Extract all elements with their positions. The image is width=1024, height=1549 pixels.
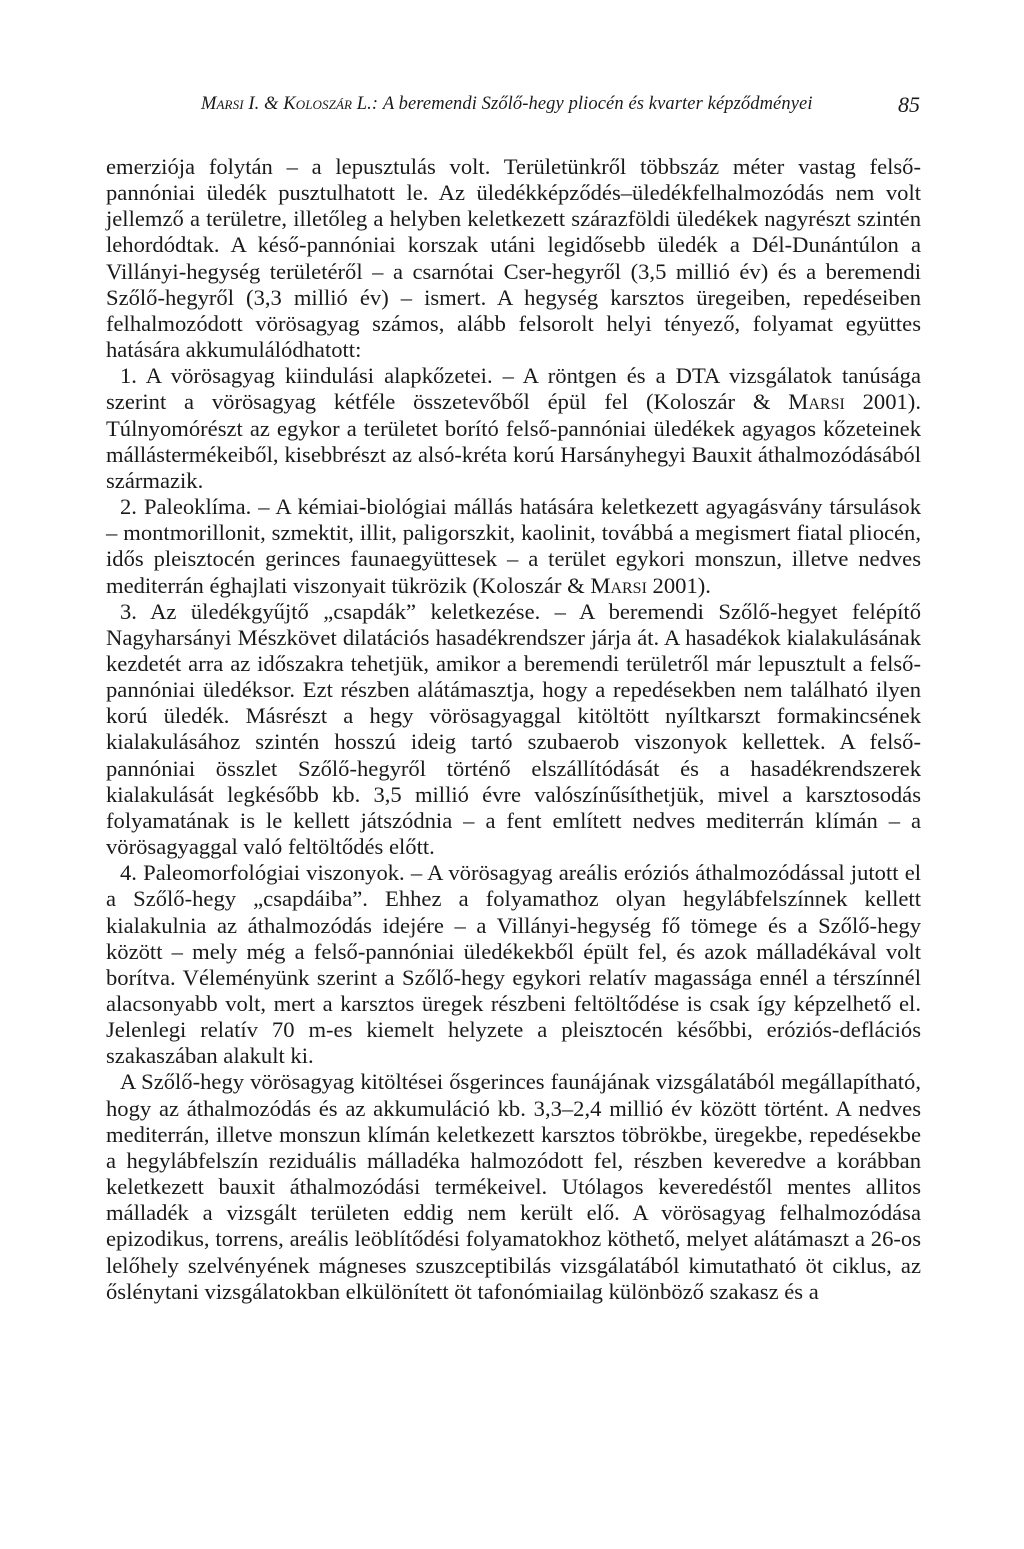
running-head [201, 94, 813, 115]
page-header [201, 94, 920, 128]
paragraph-summary: A Szőlő-hegy vörösagyag kitöltései ősgerinces faunájának vizsgálatából megállapítható, hogy az áthalmozódás és az akkumuláció kb. 3,3–2,4 millió év között történt. A nedves mediterrán, illetve monszun klímán keletkezett karsztos töbrökbe, üregekbe, repedésekbe a hegylábfelszín reziduális málladéka halmozódott fel, részben keveredve a korábban keletkezett bauxit áthalmozódási termékeivel. Utólagos keveredéstől mentes allitos málladék a vizsgált területen eddig nem került elő. A vörösagyag felhalmozódása epizodikus, torrens, areális leöblítődési folyamatokhoz köthető, melyet alátámaszt a 26-os lelőhely szelvényének mágneses szuszceptibilás vizsgálatából kimutatható öt ciklus, az őslénytani vizsgálatokban elkülönített öt tafonómiailag különböző szakasz és a [106, 1069, 921, 1304]
paragraph-continuation: emerziója folytán – a lepusztulás volt. Területünkről többszáz méter vastag felső-pannóniai üledék pusztulhatott le. Az üledékképződés–üledékfelhalmozódás nem volt jellemző a területre, illetőleg a helyben keletkezett szárazföldi üledékek nagyrészt szintén lehordódtak. A késő-pannóniai korszak utáni legidősebb üledék a Dél-Dunántúlon a Villányi-hegység területéről – a csarnótai Cser-hegyről (3,5 millió év) és a beremendi Szőlő-hegyről (3,3 millió év) – ismert. A hegység karsztos üregeiben, repedéseiben felhalmozódott vörösagyag számos, alább felsorolt helyi tényező, folyamat együttes hatására akkumulálódhatott: [106, 154, 921, 363]
running-head-title: A beremendi Szőlő-hegy pliocén és kvarter képződményei [382, 94, 813, 114]
author-name: Marsi [788, 389, 845, 415]
paragraph-point-4: 4. Paleomorfológiai viszonyok. – A vörösagyag areális eróziós áthalmozódással jutott el a Szőlő-hegy „csapdáiba”. Ehhez a folyamathoz olyan hegylábfelszínnek kellett kialakulnia az áthalmozódás idejére – a Villányi-hegység fő tömege és a Szőlő-hegy között – mely még a felső-pannóniai üledékekből épült fel, és azok málladékával volt borítva. Véleményünk szerint a Szőlő-hegy egykori relatív magassága ennél a térszínnél alacsonyabb volt, mert a karsztos üregek részbeni feltöltődése is csak így képzelhető el. Jelenlegi relatív 70 m-es kiemelt helyzete a pleisztocén későbbi, eróziós-deflációs szakaszában alakult ki. [106, 860, 921, 1069]
paragraph-point-3: 3. Az üledékgyűjtő „csapdák” keletkezése. – A beremendi Szőlő-hegyet felépítő Nagyharsányi Mészkövet dilatációs hasadékrendszer járja át. A hasadékok kialakulásának kezdetét arra az időszakra tehetjük, amikor a beremendi területről már lepusztult a felső-pannóniai üledéksor. Ezt részben alátámasztja, hogy a repedésekben nem található ilyen korú üledék. Másrészt a hegy vörösagyaggal kitöltött nyíltkarszt formakincsének kialakulásához szintén hosszú ideig tartó szubaerob viszonyok kellettek. A felső-pannóniai összlet Szőlő-hegyről történő elszállítódását és a hasadékrendszerek kialakulását legkésőbb kb. 3,5 millió évre valószínűsíthetjük, mivel a karsztosodás folyamatának is le kellett játszódnia – a fent említett nedves mediterrán klímán – a vörösagyaggal való feltöltődés előtt. [106, 598, 921, 860]
article-body [106, 154, 921, 1305]
page-number: 85 [898, 92, 920, 117]
paragraph-point-1: 1. A vörösagyag kiindulási alapkőzetei. – A röntgen és a DTA vizsgálatok tanúsága szerint a vörösagyag kétféle összetevőből épül fel (Koloszár & Marsi 2001). Túlnyomórészt az egykor a területet borító felső-pannóniai üledékek agyagos kőzeteinek mállástermékeiből, kisebbrészt az alsó-kréta korú Harsányhegyi Bauxit áthalmozódásából származik. [106, 363, 921, 493]
paragraph-point-2: 2. Paleoklíma. – A kémiai-biológiai mállás hatására keletkezett agyagásvány társulások – montmorillonit, szmektit, illit, paligorszkit, kaolinit, továbbá a megismert fiatal pliocén, idős pleisztocén gerinces faunaegyüttesek – a terület egykori monszun, illetve nedves mediterrán éghajlati viszonyait tükrözik (Koloszár & Marsi 2001). [106, 494, 921, 598]
running-head-authors: Marsi I. & Koloszár L.: [201, 94, 383, 114]
author-name: Marsi [590, 572, 647, 598]
